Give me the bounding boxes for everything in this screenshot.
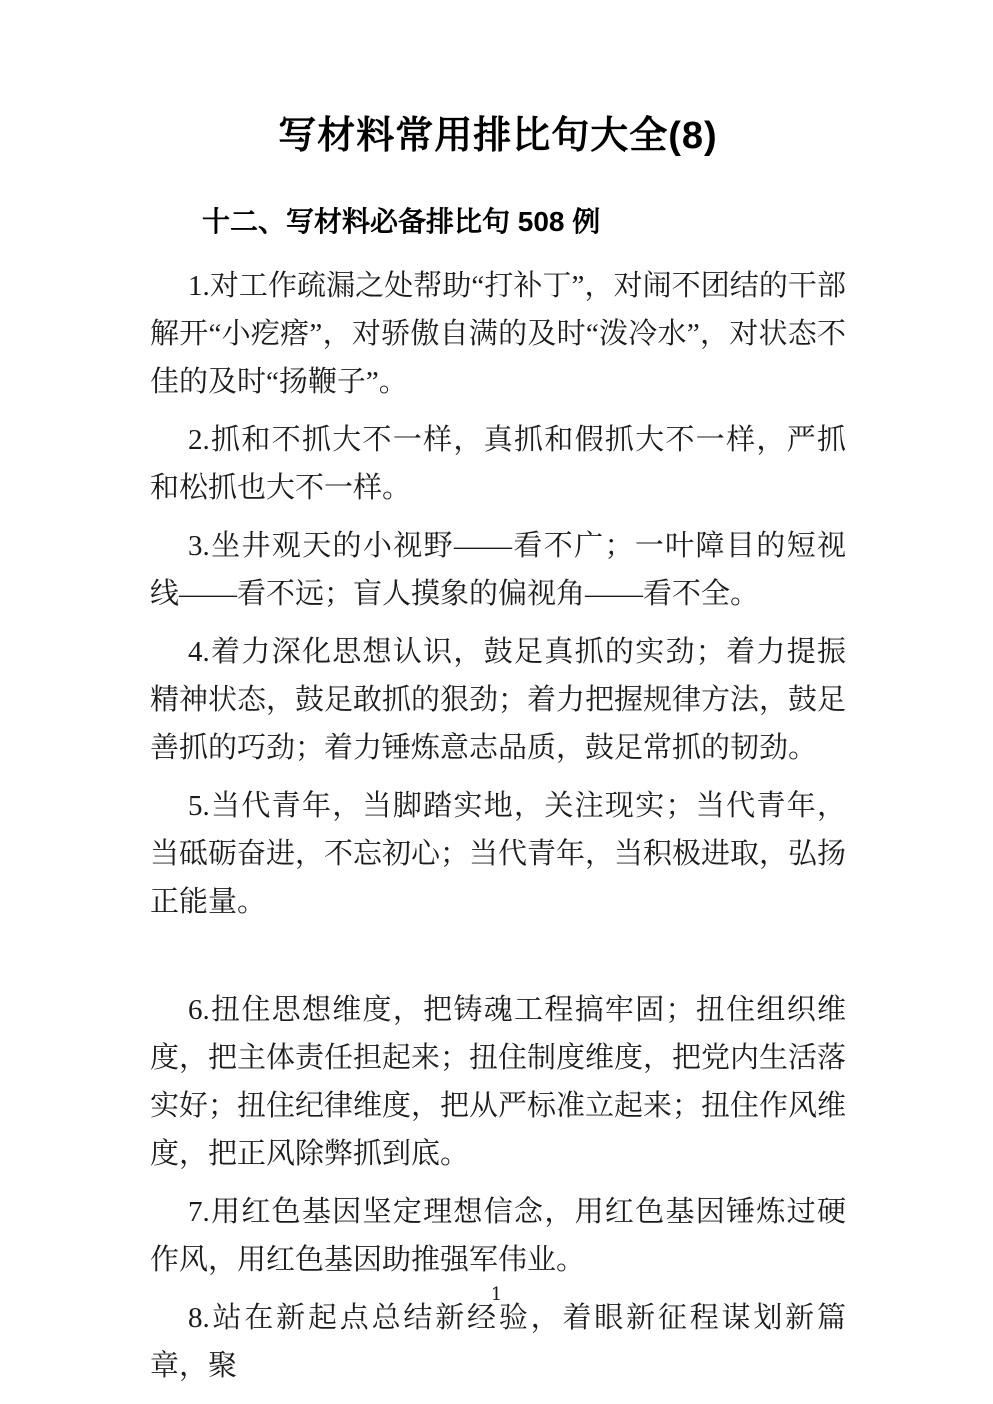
paragraph-1: 1.对工作疏漏之处帮助“打补丁”，对闹不团结的干部解开“小疙瘩”，对骄傲自满的及时“泼冷水”，对状态不佳的及时“扬鞭子”。 xyxy=(150,270,846,398)
paragraph-5: 5.当代青年，当脚踏实地，关注现实；当代青年，当砥砺奋进，不忘初心；当代青年，当积极进取，弘扬正能量。 xyxy=(150,790,847,918)
paragraph-4: 4.着力深化思想认识，鼓足真抓的实劲；着力提振精神状态，鼓足敢抓的狠劲；着力把握规律方法，鼓足善抓的巧劲；着力锤炼意志品质，鼓足常抓的韧劲。 xyxy=(150,636,847,764)
page-number: 1 xyxy=(490,1284,503,1305)
document-title: 写材料常用排比句大全(8) xyxy=(278,115,718,157)
paragraph-6: 6.扭住思想维度，把铸魂工程搞牢固；扭住组织维度，把主体责任担起来；扭住制度维度，把党内生活落实好；扭住纪律维度，把从严标准立起来；扭住作风维度，把正风除弊抓到底。 xyxy=(150,994,847,1170)
paragraph-2: 2.抓和不抓大不一样，真抓和假抓大不一样，严抓和松抓也大不一样。 xyxy=(150,424,846,504)
blank-line xyxy=(150,936,846,986)
document-body xyxy=(150,262,846,1390)
paragraph-3: 3.坐井观天的小视野——看不广；一叶障目的短视线——看不远；盲人摸象的偏视角——看不全。 xyxy=(150,530,846,610)
paragraph-8: 8.站在新起点总结新经验，着眼新征程谋划新篇章，聚 xyxy=(150,1302,846,1382)
section-heading: 十二、写材料必备排比句 508 例 xyxy=(202,206,601,237)
paragraph-7: 7.用红色基因坚定理想信念，用红色基因锤炼过硬作风，用红色基因助推强军伟业。 xyxy=(150,1196,846,1276)
